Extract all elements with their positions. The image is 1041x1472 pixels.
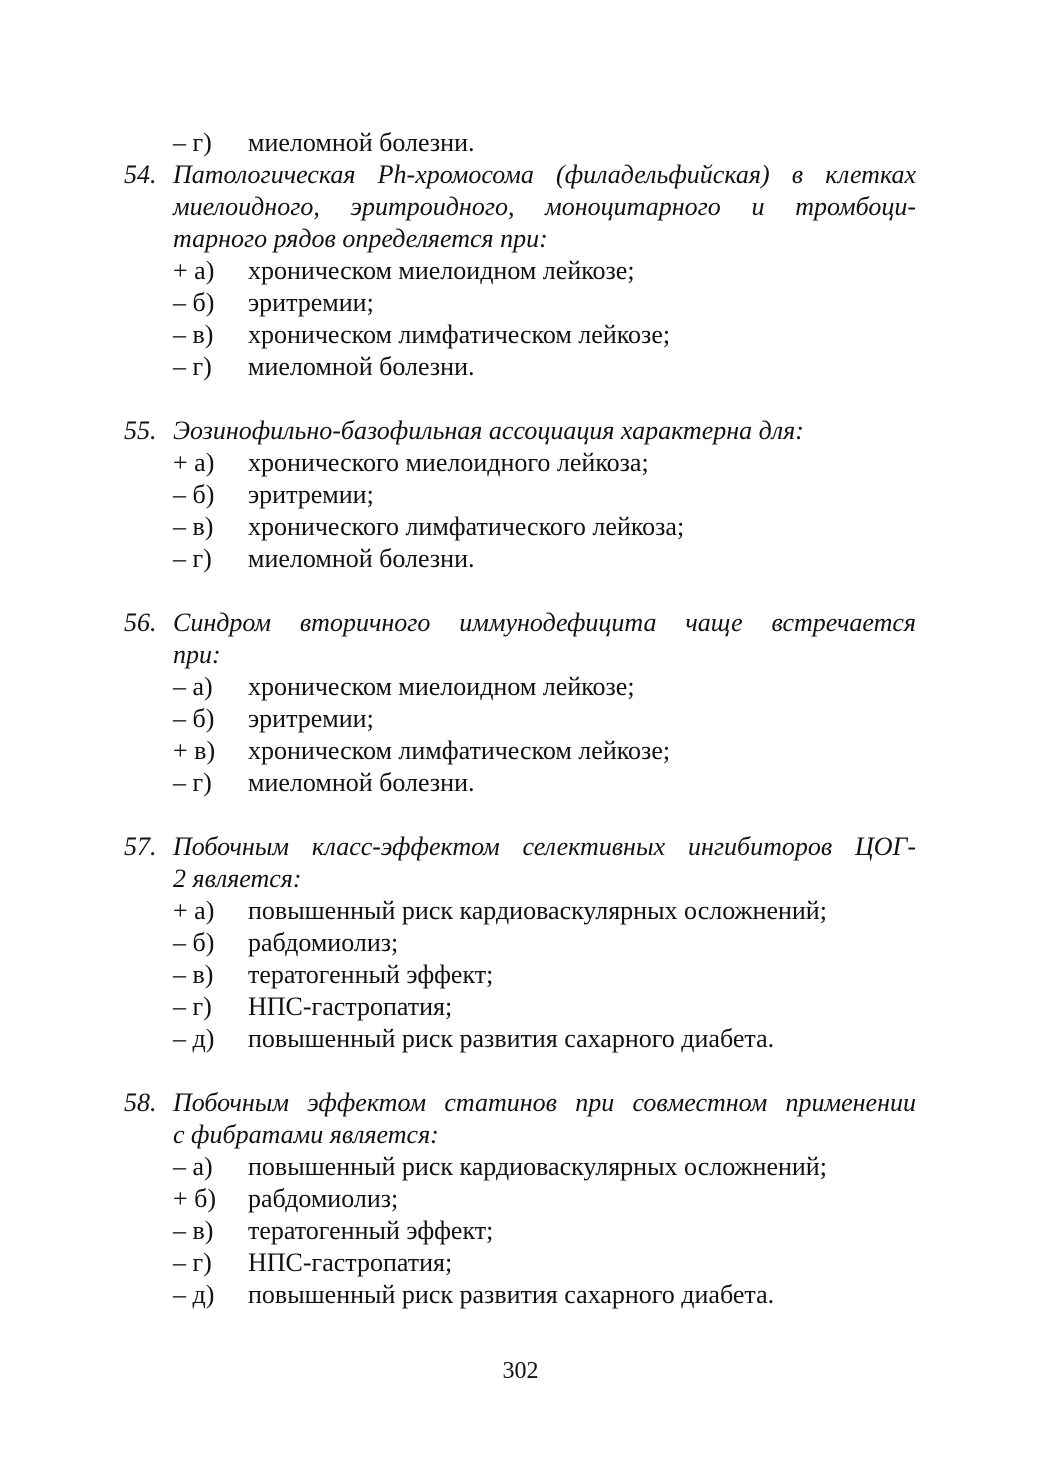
question-line: Побочным класс-эффектом селективных ингибиторов ЦОГ- (173, 832, 916, 861)
answer-option (124, 319, 916, 351)
option-mark: + б) (173, 1184, 217, 1213)
option-mark: – в) (173, 512, 214, 541)
answer-option (124, 927, 916, 959)
answer-option (124, 447, 916, 479)
option-text: тератогенный эффект; (248, 1216, 494, 1245)
question-number: 57. (124, 832, 157, 861)
question-54 (124, 159, 916, 383)
option-text: хроническом миелоидном лейкозе; (248, 672, 635, 701)
question-56 (124, 607, 916, 799)
question-line: с фибратами является: (173, 1120, 439, 1149)
option-text: хроническом миелоидном лейкозе; (248, 256, 635, 285)
answer-option (124, 1247, 916, 1279)
option-mark: + а) (173, 256, 215, 285)
option-mark: – д) (173, 1024, 215, 1053)
question-line: тарного рядов определяется при: (173, 224, 548, 253)
option-text: хроническом лимфатическом лейкозе; (248, 320, 671, 349)
option-text: рабдомиолиз; (248, 1184, 399, 1213)
question-number: 55. (124, 416, 157, 445)
answer-option (124, 543, 916, 575)
option-text: миеломной болезни. (248, 128, 475, 157)
question-line: 2 является: (173, 864, 302, 893)
question-number: 58. (124, 1088, 157, 1117)
option-mark: – г) (173, 992, 212, 1021)
option-text: хроническом лимфатическом лейкозе; (248, 736, 671, 765)
answer-option (124, 1279, 916, 1311)
question-text (173, 607, 916, 671)
option-text: тератогенный эффект; (248, 960, 494, 989)
question-57 (124, 831, 916, 1055)
answer-option (124, 1151, 916, 1183)
spacer (124, 1055, 916, 1087)
option-mark: – в) (173, 1216, 214, 1245)
option-text: эритремии; (248, 704, 374, 733)
option-mark: – б) (173, 288, 215, 317)
option-mark: – г) (173, 128, 212, 157)
question-text (173, 1087, 916, 1151)
answer-option (124, 287, 916, 319)
question-number: 56. (124, 608, 157, 637)
option-text: эритремии; (248, 480, 374, 509)
option-text: повышенный риск кардиоваскулярных осложнений; (248, 1152, 827, 1181)
answer-option (124, 959, 916, 991)
question-text (173, 159, 916, 255)
answer-option (124, 735, 916, 767)
option-mark: – а) (173, 1152, 213, 1181)
answer-option (124, 991, 916, 1023)
option-text: повышенный риск развития сахарного диабета. (248, 1280, 775, 1309)
question-text (173, 415, 916, 447)
answer-option (124, 671, 916, 703)
question-58 (124, 1087, 916, 1311)
answer-option (124, 1215, 916, 1247)
question-line: Побочным эффектом статинов при совместном применении (173, 1088, 916, 1117)
option-mark: – а) (173, 672, 213, 701)
answer-option (124, 1023, 916, 1055)
question-line: Синдром вторичного иммунодефицита чаще встречается (173, 608, 916, 637)
option-text: рабдомиолиз; (248, 928, 399, 957)
question-text (173, 831, 916, 895)
option-mark: – б) (173, 928, 215, 957)
option-mark: – г) (173, 1248, 212, 1277)
spacer (124, 575, 916, 607)
option-mark: – б) (173, 704, 215, 733)
option-mark: – в) (173, 960, 214, 989)
answer-option (124, 479, 916, 511)
option-text: хронического миелоидного лейкоза; (248, 448, 649, 477)
spacer (124, 383, 916, 415)
option-text: НПС-гастропатия; (248, 992, 453, 1021)
answer-option (124, 511, 916, 543)
answer-option (124, 351, 916, 383)
question-line: миелоидного, эритроидного, моноцитарного и тромбоци- (173, 192, 916, 221)
question-number: 54. (124, 160, 157, 189)
question-line: Патологическая Ph-хромосома (филадельфийская) в клетках (173, 160, 916, 189)
option-mark: – д) (173, 1280, 215, 1309)
answer-option (124, 1183, 916, 1215)
option-text: миеломной болезни. (248, 768, 475, 797)
option-mark: – г) (173, 544, 212, 573)
question-list (124, 127, 916, 1311)
option-text: миеломной болезни. (248, 352, 475, 381)
spacer (124, 799, 916, 831)
option-text: НПС-гастропатия; (248, 1248, 453, 1277)
option-mark: – б) (173, 480, 215, 509)
option-mark: + в) (173, 736, 216, 765)
option-mark: – г) (173, 352, 212, 381)
option-text: хронического лимфатического лейкоза; (248, 512, 685, 541)
question-55 (124, 415, 916, 575)
option-text: повышенный риск развития сахарного диабета. (248, 1024, 775, 1053)
option-mark: + а) (173, 896, 215, 925)
option-mark: + а) (173, 448, 215, 477)
answer-option (124, 127, 916, 159)
question-line: Эозинофильно-базофильная ассоциация характерна для: (173, 416, 804, 445)
question-line: при: (173, 640, 221, 669)
page-number: 302 (502, 1358, 539, 1384)
answer-option (124, 703, 916, 735)
option-text: эритремии; (248, 288, 374, 317)
answer-option (124, 255, 916, 287)
answer-option (124, 895, 916, 927)
option-text: миеломной болезни. (248, 544, 475, 573)
option-mark: – г) (173, 768, 212, 797)
option-mark: – в) (173, 320, 214, 349)
option-text: повышенный риск кардиоваскулярных осложнений; (248, 896, 827, 925)
answer-option (124, 767, 916, 799)
